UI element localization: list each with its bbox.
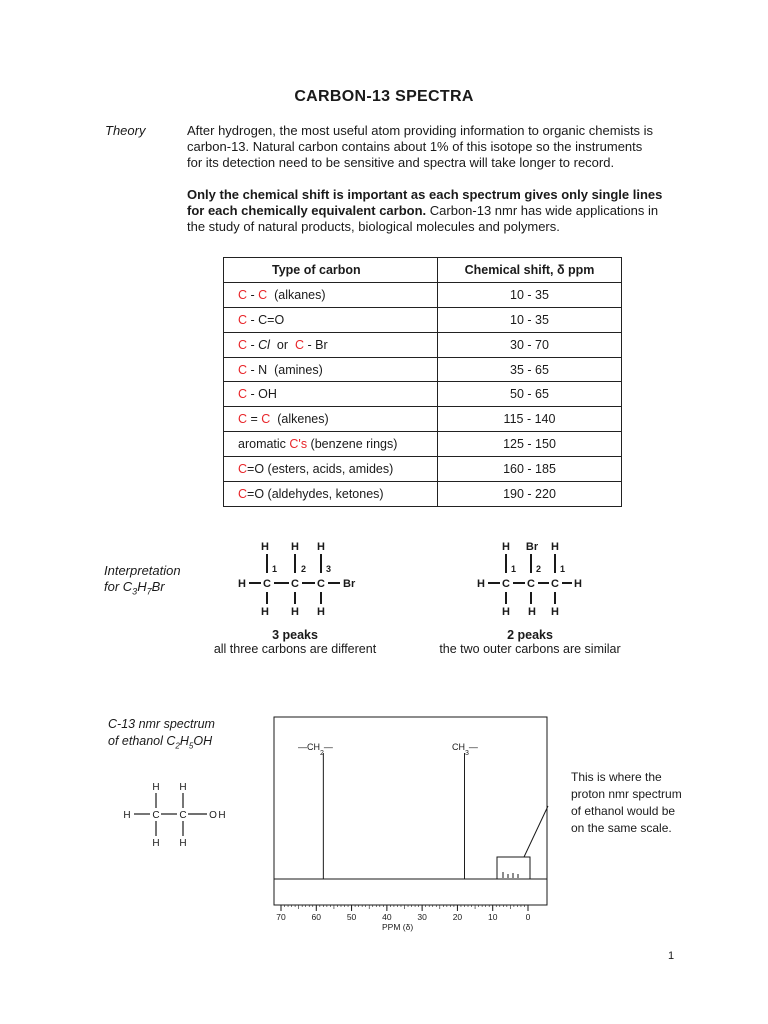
table-row [224, 357, 622, 382]
atom-label: Br [343, 578, 356, 590]
bromopropane-structure [225, 540, 365, 620]
theory-p1-line: for its detection need to be sensitive and spectra will take longer to record. [187, 155, 615, 170]
atom-label: C [502, 578, 510, 590]
header-type-of-carbon: Type of carbon [224, 258, 438, 283]
left-peaks: 3 peaks [272, 628, 318, 642]
atom-label: H [179, 838, 187, 849]
x-tick-label: 10 [487, 912, 498, 922]
carbon-type-cell: C - Cl or C - Br [224, 332, 438, 357]
atom-label: C [291, 578, 299, 590]
atom-label: C [527, 578, 535, 590]
table-row [224, 282, 622, 307]
right-peaks: 2 peaks [507, 628, 553, 642]
chemical-shift-cell: 35 - 65 [438, 357, 622, 382]
theory-paragraph-1 [187, 123, 717, 171]
left-peaks-caption [195, 628, 395, 656]
header-chemical-shift: Chemical shift, δ ppm [438, 258, 622, 283]
atom-label: H [291, 541, 299, 553]
atom-label: H [179, 782, 187, 793]
atom-label: H [123, 810, 131, 821]
atom-label: C [152, 810, 160, 821]
spectrum-label-line2: of ethanol $C_2H_5OH$ [108, 734, 213, 751]
x-axis-label: PPM (δ) [382, 922, 414, 932]
theory-p2-bold: Only the chemical shift is important as each spectrum gives only single lines [187, 187, 663, 202]
atom-label: H [317, 541, 325, 553]
table-header-row [224, 258, 622, 283]
interpretation-label [104, 563, 181, 600]
carbon-type-cell: aromatic C's (benzene rings) [224, 432, 438, 457]
x-tick-label: 70 [276, 912, 286, 922]
carbon-number: 3 [326, 564, 332, 574]
atom-label: H [152, 838, 160, 849]
carbon-number: 2 [536, 564, 542, 574]
peak-label-ch2: $—CH_2—$ [298, 742, 333, 757]
table-row [224, 482, 622, 507]
atom-label: H [477, 578, 485, 590]
atom-label: H [238, 578, 246, 590]
atom-label: H [502, 606, 510, 618]
theory-label: Theory [105, 123, 146, 138]
chemical-shift-cell: 160 - 185 [438, 457, 622, 482]
spectrum-label [108, 716, 215, 755]
annotation-line: on the same scale. [571, 821, 672, 835]
atom-label: C [179, 810, 187, 821]
theory-paragraph-2 [187, 187, 717, 235]
atom-label: H [551, 541, 559, 553]
table-row [224, 332, 622, 357]
atom-label: H [261, 606, 269, 618]
carbon-type-cell: C - C=O [224, 307, 438, 332]
table-row [224, 307, 622, 332]
page-title: CARBON-13 SPECTRA [294, 88, 474, 105]
x-tick-label: 30 [417, 912, 427, 922]
atom-label: H [317, 606, 325, 618]
carbon-type-cell: C = C (alkenes) [224, 407, 438, 432]
x-tick-label: 50 [346, 912, 357, 922]
table-row [224, 407, 622, 432]
theory-p2-text: Carbon-13 nmr has wide applications in [426, 203, 659, 218]
carbon-number: 1 [511, 564, 517, 574]
left-peaks-note: all three carbons are different [213, 642, 377, 656]
atom-label: H [574, 578, 582, 590]
atom-label: H [218, 810, 226, 821]
atom-label: H [551, 606, 559, 618]
theory-p2-bold: for each chemically equivalent carbon. [187, 203, 427, 218]
peak-label-ch3: $CH_3—$ [452, 742, 478, 757]
chemical-shift-cell: 10 - 35 [438, 307, 622, 332]
table-row [224, 382, 622, 407]
x-tick-label: 40 [382, 912, 392, 922]
theory-p1-line: carbon-13. Natural carbon contains about 1% of this isotope so the instruments [187, 139, 643, 154]
x-tick-label: 20 [452, 912, 463, 922]
atom-label: H [528, 606, 536, 618]
atom-label: H [261, 541, 269, 553]
atom-label: C [317, 578, 325, 590]
annotation-line: proton nmr spectrum [571, 787, 682, 801]
carbon-type-cell: C - C (alkanes) [224, 282, 438, 307]
annotation-line: of ethanol would be [571, 804, 676, 818]
interpretation-label-line1: Interpretation [104, 563, 181, 578]
theory-p1-line: After hydrogen, the most useful atom providing information to organic chemists is [187, 123, 654, 138]
chemical-shift-cell: 10 - 35 [438, 282, 622, 307]
table-row [224, 457, 622, 482]
chemical-shift-cell: 50 - 65 [438, 382, 622, 407]
table-row [224, 432, 622, 457]
ethanol-structure [118, 780, 238, 850]
carbon-type-cell: C=O (aldehydes, ketones) [224, 482, 438, 507]
chemical-shift-cell: 190 - 220 [438, 482, 622, 507]
carbon-number: 1 [272, 564, 278, 574]
x-tick-label: 0 [525, 912, 531, 922]
atom-label: C [263, 578, 271, 590]
carbon-type-cell: C - N (amines) [224, 357, 438, 382]
atom-label: C [551, 578, 559, 590]
page-number: 1 [668, 950, 675, 962]
carbon-type-cell: C - OH [224, 382, 438, 407]
carbon-number: 1 [560, 564, 566, 574]
peaks [323, 753, 464, 879]
2-bromopropane-structure [470, 540, 600, 620]
table-body [224, 282, 622, 506]
chemical-shift-cell: 30 - 70 [438, 332, 622, 357]
atom-label: H [291, 606, 299, 618]
right-peaks-note: the two outer carbons are similar [439, 642, 621, 656]
carbon-number: 2 [301, 564, 307, 574]
atom-label: H [152, 782, 160, 793]
atom-label: H [502, 541, 510, 553]
c13-spectrum-chart [262, 716, 552, 940]
theory-p2-text: the study of natural products, biological molecules and polymers. [187, 219, 560, 234]
carbon-type-cell: C=O (esters, acids, amides) [224, 457, 438, 482]
annotation-line: This is where the [571, 770, 662, 784]
atom-label: O [209, 810, 217, 821]
chemical-shift-cell: 115 - 140 [438, 407, 622, 432]
proton-region-peaks [503, 872, 518, 878]
chemical-shift-cell: 125 - 150 [438, 432, 622, 457]
interpretation-label-line2: for $C_3H_7Br$ [104, 579, 165, 597]
chemical-shift-table [223, 257, 622, 507]
annotation-pointer [524, 806, 548, 857]
spectrum-label-line1: C-13 nmr spectrum [108, 717, 215, 731]
atom-label: Br [525, 541, 539, 553]
x-tick-label: 60 [311, 912, 322, 922]
x-axis [276, 905, 530, 922]
right-peaks-caption [420, 628, 640, 656]
annotation-text [571, 769, 721, 837]
